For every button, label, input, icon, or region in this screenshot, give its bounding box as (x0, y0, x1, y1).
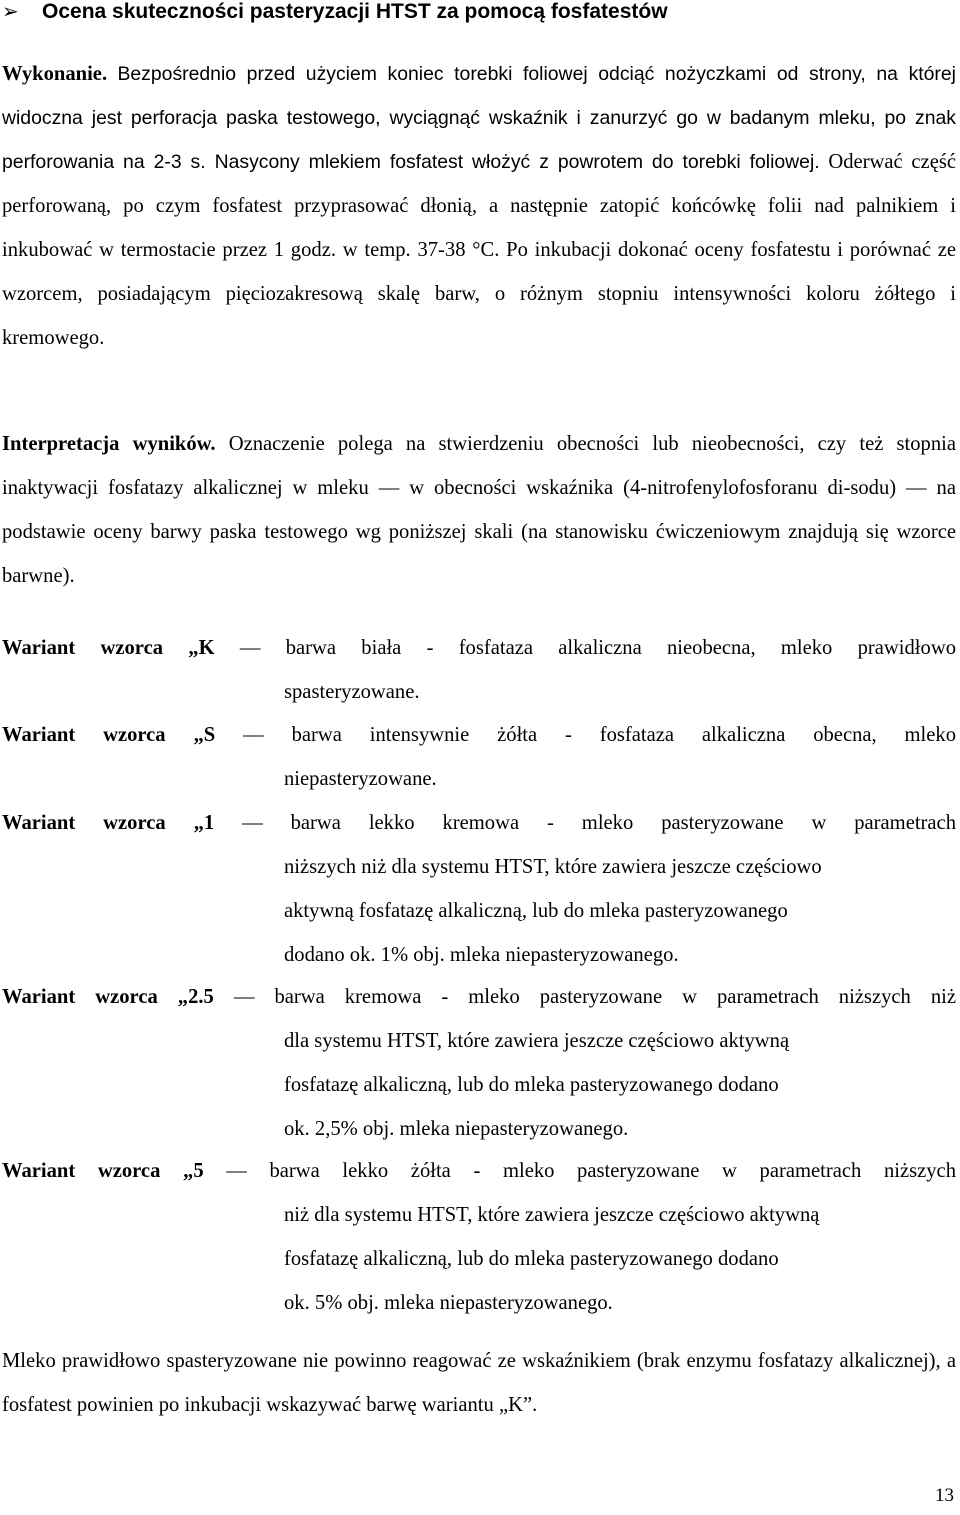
variant-code: „1 (193, 812, 215, 834)
section-heading (0, 0, 960, 30)
variant-continuation: aktywną fosfatazę alkaliczną, lub do mleka pasteryzowanego (284, 900, 788, 922)
interpretation-text: Oznaczenie polega na stwierdzeniu obecności lub nieobecności, czy też stopnia inaktywacji fosfatazy alkalicznej w mleku — w obecności wskaźnika (4-nitrofenylofosforanu di-sodu) — na podstawie oceny barwy paska testowego wg poniższej skali (na stanowisku ćwiczeniowym znajdują się wzorce barwne). (2, 433, 956, 587)
variant-first-line (2, 1149, 956, 1193)
variant-continuation: fosfatazę alkaliczną, lub do mleka pasteryzowanego dodano (284, 1074, 779, 1096)
variant-description: — barwa intensywnie żółta - fosfataza alkaliczna obecna, mleko (243, 724, 956, 746)
interpretation-paragraph (2, 422, 956, 598)
variant-continuation: spasteryzowane. (284, 681, 420, 703)
variant-s (2, 713, 956, 801)
variant-first-line (2, 801, 956, 845)
variant-continuation: niż dla systemu HTST, które zawiera jeszcze częściowo aktywną (284, 1204, 820, 1226)
interpretation-label: Interpretacja wyników. (2, 433, 216, 455)
variant-code: „K (188, 637, 215, 659)
variant-first-line (2, 626, 956, 670)
variant-label: Wariant wzorca (2, 724, 166, 746)
variant-first-line (2, 713, 956, 757)
variant-label: Wariant wzorca (2, 637, 164, 659)
variant-continuation: dodano ok. 1% obj. mleka niepasteryzowanego. (284, 944, 679, 966)
procedure-paragraph (2, 52, 956, 360)
variant-code: „S (193, 724, 216, 746)
variant-description: — barwa lekko kremowa - mleko pasteryzowane w parametrach (242, 812, 956, 834)
variant-continuation: fosfatazę alkaliczną, lub do mleka pasteryzowanego dodano (284, 1248, 779, 1270)
variant-label: Wariant wzorca (2, 1160, 161, 1182)
section-title: Ocena skuteczności pasteryzacji HTST za pomocą fosfatestów (42, 0, 668, 23)
conclusion-paragraph: Mleko prawidłowo spasteryzowane nie powinno reagować ze wskaźnikiem (brak enzymu fosfatazy alkalicznej), a fosfatest powinien po inkubacji wskazywać barwę wariantu „K”. (2, 1350, 956, 1416)
procedure-text-part2: Oderwać część perforowaną, po czym fosfatest przyprasować dłonią, a następnie zatopić końcówkę folii nad palnikiem i inkubować w termostacie przez 1 godz. w temp. 37-38 °C. Po inkubacji dokonać oceny fosfatestu i porównać ze wzorcem, posiadającym pięciozakresową skalę barw, o różnym stopniu intensywności koloru żółtego i kremowego. (2, 151, 956, 349)
variant-description: — barwa lekko żółta - mleko pasteryzowane w parametrach niższych (226, 1160, 956, 1182)
arrow-bullet-icon: ➢ (2, 1, 19, 23)
variant-continuation: niepasteryzowane. (284, 768, 437, 790)
variant-continuation: niższych niż dla systemu HTST, które zawiera jeszcze częściowo (284, 856, 822, 878)
variant-first-line (2, 975, 956, 1019)
variant-continuation: dla systemu HTST, które zawiera jeszcze częściowo aktywną (284, 1030, 790, 1052)
variant-continuation: ok. 2,5% obj. mleka niepasteryzowanego. (284, 1118, 629, 1140)
variant-label: Wariant wzorca (2, 812, 166, 834)
variant-description: — barwa kremowa - mleko pasteryzowane w parametrach niższych niż (233, 986, 956, 1008)
variant-label: Wariant wzorca (2, 986, 158, 1008)
variant-description: — barwa biała - fosfataza alkaliczna nieobecna, mleko prawidłowo (239, 637, 956, 659)
page-number: 13 (935, 1485, 954, 1506)
procedure-text-part1: Bezpośrednio przed użyciem koniec torebki foliowej odciąć nożyczkami od strony, na której widoczna jest perforacja paska testowego, wyciągnąć wskaźnik i zanurzyć go w badanym mleku, po znak perforowania na 2-3 s. Nasycony mlekiem fosfatest włożyć z powrotem do torebki foliowej. (2, 63, 956, 173)
variant-k (2, 626, 956, 714)
variant-2-5 (2, 975, 956, 1151)
procedure-label: Wykonanie. (2, 63, 108, 85)
variant-code: „5 (183, 1160, 204, 1182)
variant-5 (2, 1149, 956, 1325)
variant-continuation: ok. 5% obj. mleka niepasteryzowanego. (284, 1292, 613, 1314)
variant-1 (2, 801, 956, 977)
variant-code: „2.5 (177, 986, 214, 1008)
